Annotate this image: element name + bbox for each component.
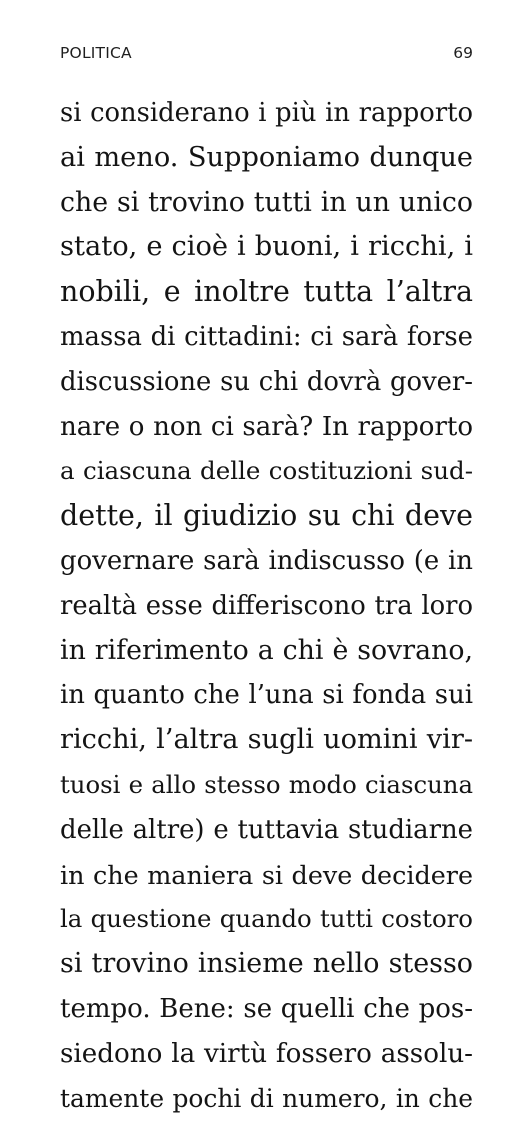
text-line: in riferimento a chi è sovrano, (60, 634, 473, 666)
text-line: nobili, e inoltre tutta l’altra (60, 275, 473, 309)
text-line: si trovino insieme nello stesso (60, 948, 473, 980)
page-header (60, 44, 473, 64)
text-line: in quanto che l’una si fonda sui (60, 680, 473, 711)
text-line: governare sarà indiscusso (e in (60, 545, 473, 576)
text-line: massa di cittadini: ci sarà forse (60, 321, 473, 352)
text-line: si considerano i più in rapporto (60, 98, 473, 128)
text-line: nare o non ci sarà? In rapporto (60, 411, 473, 442)
text-line: tamente pochi di numero, in che (60, 1083, 473, 1113)
text-line: dette, il giudizio su chi deve (60, 499, 473, 533)
text-line: ai meno. Supponiamo dunque (60, 141, 473, 173)
text-line: ricchi, l’altra sugli uomini vir- (60, 724, 473, 756)
text-line: tuosi e allo stesso modo ciascuna (60, 769, 473, 799)
page-number: 69 (453, 44, 473, 62)
text-line: la questione quando tutti costoro (60, 904, 473, 934)
text-line: a ciascuna delle costituzioni sud- (60, 456, 473, 486)
text-line: realtà esse differiscono tra loro (60, 590, 473, 621)
body-text (60, 91, 473, 1121)
running-title: POLITICA (60, 44, 132, 62)
text-line: tempo. Bene: se quelli che pos- (60, 993, 473, 1024)
text-line: che si trovino tutti in un unico (60, 186, 473, 218)
text-line: stato, e cioè i buoni, i ricchi, i (60, 231, 473, 263)
text-line: siedono la virtù fossero assolu- (60, 1038, 473, 1069)
text-line: in che maniera si deve decidere (60, 859, 473, 890)
text-line: delle altre) e tuttavia studiarne (60, 814, 473, 845)
text-line: discussione su chi dovrà gover- (60, 366, 473, 397)
